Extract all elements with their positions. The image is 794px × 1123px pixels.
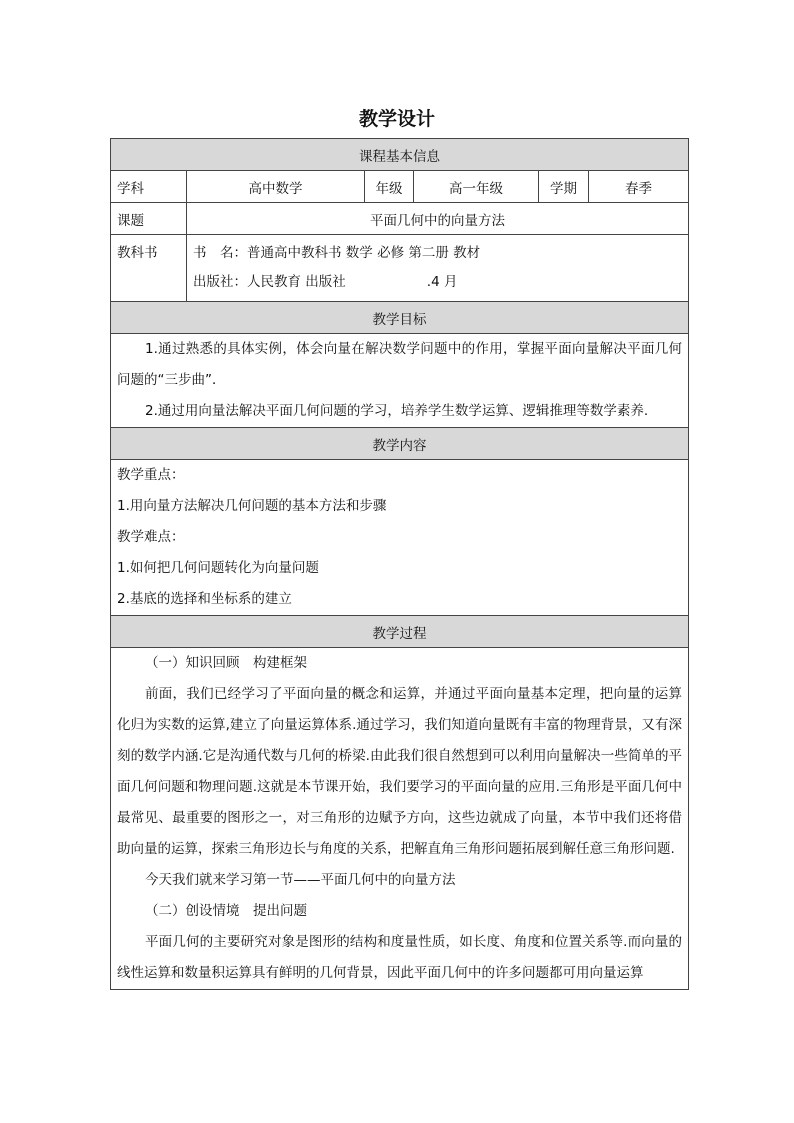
content-body — [111, 460, 689, 616]
difficult-point-item: 1.如何把几何问题转化为向量问题 — [117, 560, 319, 576]
document-title: 教学设计 — [358, 108, 435, 130]
textbook-publisher: 出版社：人民教育 出版社 .4 月 — [193, 274, 458, 290]
basic-info-header: 课程基本信息 — [111, 139, 689, 171]
subject-value: 高中数学 — [187, 171, 365, 203]
step1-title: （一）知识回顾 构建框架 — [145, 655, 307, 671]
lesson-plan-table — [110, 138, 689, 990]
objective-item: 1.通过熟悉的具体实例，体会向量在解决数学问题中的作用，掌握平面向量解决平面几何问题的“三步曲”． — [117, 341, 683, 388]
textbook-label: 教科书 — [117, 245, 158, 261]
step1-paragraph: 前面，我们已经学习了平面向量的概念和运算，并通过平面向量基本定理，把向量的运算化归为实数的运算,建立了向量运算体系.通过学习，我们知道向量既有丰富的物理背景，又有深刻的数学内涵.它是沟通代数与几何的桥梁.由此我们很自然想到可以利用向量解决一些简单的平面几何问题和物理问题.这就是本节课开始，我们要学习的平面向量的应用.三角形是平面几何中最常见、最重要的图形之一，对三角形的边赋予方向，这些边就成了向量，本节中我们还将借助向量的运算，探索三角形边长与角度的关系，把解直角三角形问题拓展到解任意三角形问题. — [117, 686, 683, 857]
key-point-item: 1.用向量方法解决几何问题的基本方法和步骤 — [117, 498, 387, 514]
difficult-points-label: 教学难点： — [117, 529, 185, 545]
textbook-info — [187, 235, 689, 302]
objective-item: 2.通过用向量法解决平面几何问题的学习，培养学生数学运算、逻辑推理等数学素养. — [145, 403, 649, 419]
textbook-name: 书 名：普通高中教科书 数学 必修 第二册 教材 — [193, 245, 481, 261]
step2-title: （二）创设情境 提出问题 — [145, 903, 307, 919]
grade-value: 高一年级 — [414, 171, 539, 203]
objectives-header: 教学目标 — [111, 302, 689, 334]
term-value: 春季 — [589, 171, 689, 203]
term-label: 学期 — [539, 171, 589, 203]
subject-label: 学科 — [111, 171, 187, 203]
topic-label: 课题 — [111, 203, 187, 235]
topic-value: 平面几何中的向量方法 — [187, 203, 689, 235]
content-header: 教学内容 — [111, 428, 689, 460]
objectives-body — [111, 334, 689, 428]
process-body — [111, 648, 689, 990]
difficult-point-item: 2.基底的选择和坐标系的建立 — [117, 591, 292, 607]
key-points-label: 教学重点： — [117, 467, 185, 483]
step2-paragraph: 平面几何的主要研究对象是图形的结构和度量性质，如长度、角度和位置关系等.而向量的线性运算和数量积运算具有鲜明的几何背景，因此平面几何中的许多问题都可用向量运算 — [117, 934, 683, 981]
textbook-label-cell — [111, 235, 187, 302]
process-header: 教学过程 — [111, 616, 689, 648]
grade-label: 年级 — [365, 171, 414, 203]
step1-intro: 今天我们就来学习第一节——平面几何中的向量方法 — [145, 872, 456, 888]
